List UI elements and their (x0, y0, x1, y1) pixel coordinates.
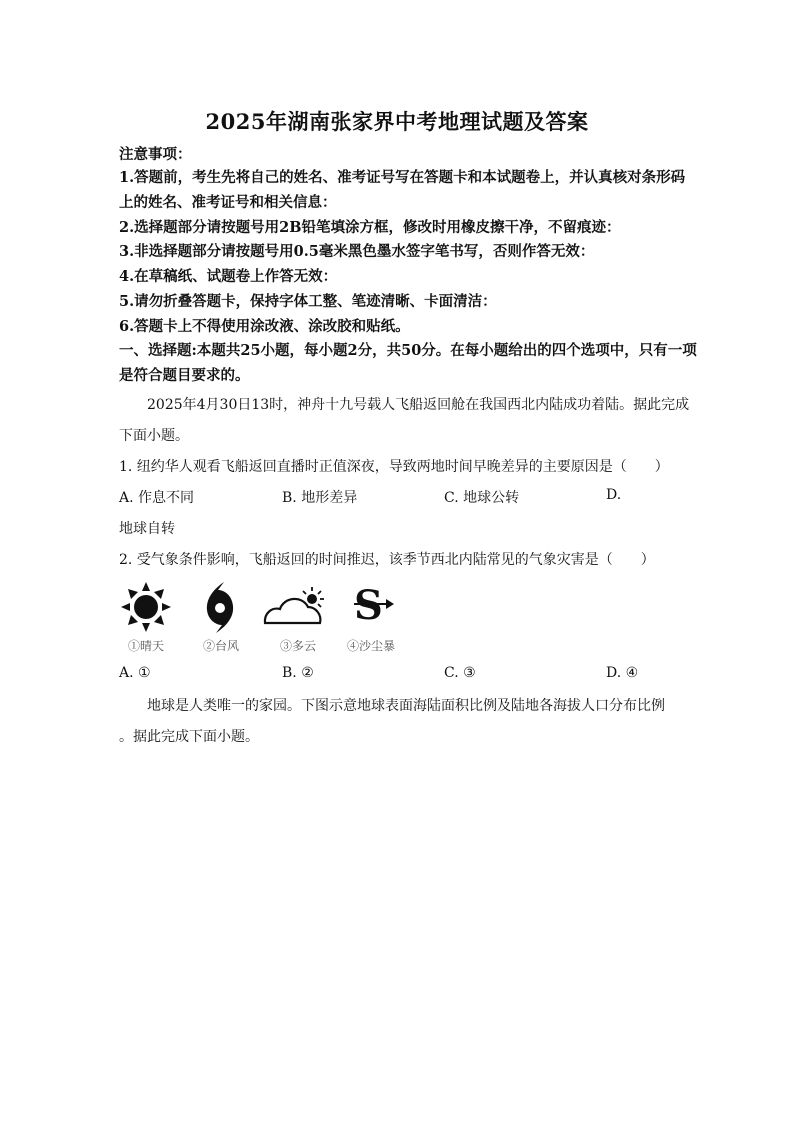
note-item-3: 3.非选择题部分请按题号用0.5毫米黑色墨水签字笔书写，否则作答无效： (119, 243, 595, 260)
cloudy-icon (262, 585, 328, 627)
note-item-4: 4.在草稿纸、试题卷上作答无效： (119, 268, 338, 285)
typhoon-caption: ②台风 (203, 639, 240, 653)
q2-option-b: B. ② (282, 665, 314, 681)
note-item-2: 2.选择题部分请按题号用2B铅笔填涂方框，修改时用橡皮擦干净，不留痕迹： (119, 219, 621, 236)
note-item-1a: 1.答题前，考生先将自己的姓名、准考证号写在答题卡和本试题卷上，并认真核对条形码 (119, 169, 686, 186)
notes-heading: 注意事项： (119, 146, 192, 163)
passage2-line1: 地球是人类唯一的家园。下图示意地球表面海陆面积比例及陆地各海拔人口分布比例 (147, 698, 665, 714)
sandstorm-caption: ④沙尘暴 (347, 639, 396, 653)
q1-option-a: A. 作息不同 (119, 490, 195, 506)
q1-option-d: D. (606, 487, 622, 503)
typhoon-icon (202, 580, 238, 634)
q1-option-c: C. 地球公转 (444, 490, 520, 506)
q2-option-d: D. ④ (606, 665, 639, 681)
passage1-line2: 下面小题。 (119, 428, 189, 444)
note-item-1b: 上的姓名、准考证号和相关信息： (119, 194, 337, 211)
sun-caption: ①晴天 (128, 639, 165, 653)
note-item-6: 6.答题卡上不得使用涂改液、涂改胶和贴纸。 (119, 318, 410, 335)
document-title: 2025年湖南张家界中考地理试题及答案 (205, 109, 589, 134)
cloudy-caption: ③多云 (280, 639, 317, 653)
q1-option-b: B. 地形差异 (282, 490, 358, 506)
sandstorm-icon (352, 582, 396, 626)
q2-option-c: C. ③ (444, 665, 476, 681)
q1-stem: 1. 纽约华人观看飞船返回直播时正值深夜，导致两地时间早晚差异的主要原因是（ ） (119, 459, 669, 475)
passage2-line2: 。据此完成下面小题。 (119, 729, 259, 745)
q1-option-d-text: 地球自转 (119, 521, 175, 537)
note-item-5: 5.请勿折叠答题卡，保持字体工整、笔迹清晰、卡面清洁： (119, 293, 497, 310)
svg-text:S: S (354, 582, 383, 626)
sun-icon (119, 580, 173, 634)
q2-option-a: A. ① (119, 665, 151, 681)
q2-stem: 2. 受气象条件影响，飞船返回的时间推迟，该季节西北内陆常见的气象灾害是（ ） (119, 552, 655, 568)
passage1-line1: 2025年4月30日13时，神舟十九号载人飞船返回舱在我国西北内陆成功着陆。据此完成 (147, 397, 690, 413)
section-heading-line2: 是符合题目要求的。 (119, 367, 250, 384)
section-heading-line1: 一、选择题:本题共25小题，每小题2分，共50分。在每小题给出的四个选项中，只有一项 (119, 342, 697, 359)
